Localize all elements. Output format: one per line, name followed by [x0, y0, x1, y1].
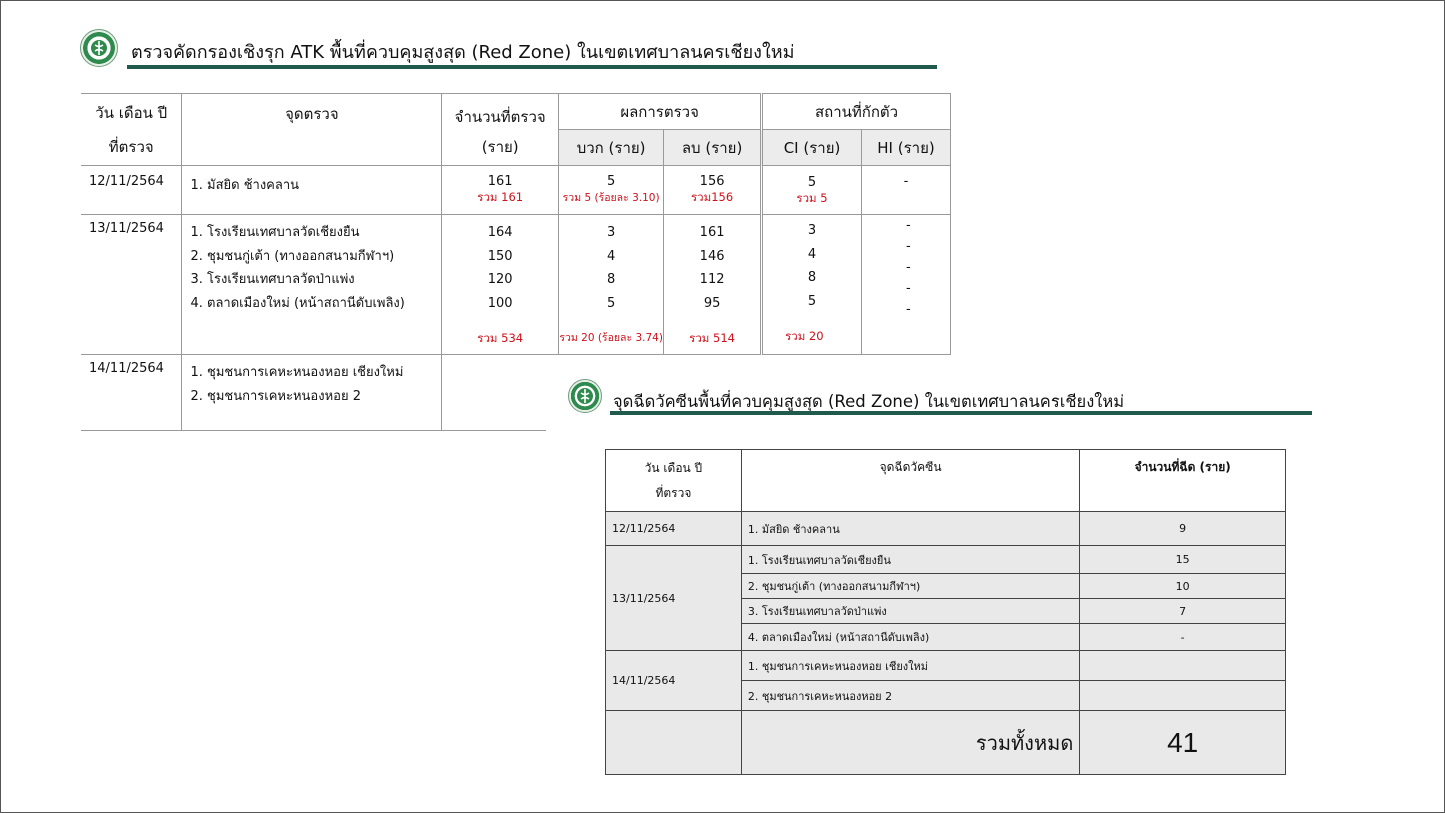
- v-row6-count: [1080, 651, 1286, 681]
- header-ci: CI (ราย): [762, 130, 862, 166]
- day1-counts: [442, 166, 559, 215]
- v-row6-place: 1. ชุมชนการเคหะหนองหอย เชียงใหม่: [741, 651, 1079, 681]
- day1-date: 12/11/2564: [81, 166, 182, 215]
- header-count-line1: จำนวนที่ตรวจ: [454, 108, 546, 126]
- section1-underline: [127, 65, 937, 69]
- day1-hi: [861, 166, 950, 215]
- hi-value: -: [905, 302, 911, 317]
- list-item: 2. ชุมชนการเคหะหนองหอย 2: [190, 388, 361, 404]
- day2-positives: [559, 215, 664, 355]
- day3-places: [182, 355, 442, 431]
- positive-total: รวม 20 (ร้อยละ 3.74): [559, 332, 663, 344]
- negative-value: 95: [703, 295, 721, 311]
- table-row: [606, 546, 1286, 574]
- negative-total: รวม156: [691, 190, 734, 204]
- day2-negatives: [664, 215, 762, 355]
- ci-value: 5: [807, 293, 817, 309]
- v-total-label: รวมทั้งหมด: [741, 711, 1079, 775]
- header-negative: ลบ (ราย): [664, 130, 762, 166]
- hi-value: -: [905, 281, 911, 296]
- list-item: 1. ชุมชนการเคหะหนองหอย เชียงใหม่: [190, 365, 404, 380]
- section2-underline: [610, 411, 1312, 415]
- section2-title: จุดฉีดวัคซีนพื้นที่ควบคุมสูงสุด (Red Zone) ในเขตเทศบาลนครเชียงใหม่: [613, 392, 1125, 411]
- list-item: 4. ตลาดเมืองใหม่ (หน้าสถานีดับเพลิง): [190, 295, 405, 311]
- v-row1-place: 1. มัสยิด ช้างคลาน: [741, 512, 1079, 546]
- v-row2-count: 15: [1080, 546, 1286, 574]
- header-date-line2: ที่ตรวจ: [108, 137, 154, 156]
- day1-positives: [559, 166, 664, 215]
- v-row4-count: 7: [1080, 599, 1286, 624]
- hi-value: -: [905, 239, 911, 254]
- v-row4-place: 3. โรงเรียนเทศบาลวัดป่าแพ่ง: [741, 599, 1079, 624]
- day3-empty-cell: [442, 355, 559, 431]
- v-header-count: จำนวนที่ฉีด (ราย): [1080, 450, 1286, 512]
- count-value: 100: [487, 295, 513, 311]
- list-item: 3. โรงเรียนเทศบาลวัดป่าแพ่ง: [190, 272, 355, 287]
- header-quarantine-text: สถานที่กักตัว: [814, 102, 899, 121]
- day1-negatives: [664, 166, 762, 215]
- v-row3-place: 2. ชุมชนกู่เต้า (ทางออกสนามกีฬาฯ): [741, 574, 1079, 599]
- header-count-line2: (ราย): [481, 138, 519, 156]
- table-row: [81, 166, 951, 215]
- list-item: 1. โรงเรียนเทศบาลวัดเชียงยืน: [190, 225, 360, 240]
- count-total: รวม 161: [477, 190, 524, 204]
- header-result-text: ผลการตรวจ: [620, 102, 699, 121]
- v-header-date-line2: ที่ตรวจ: [655, 486, 692, 500]
- count-value: 164: [487, 225, 513, 240]
- day2-date: 13/11/2564: [81, 215, 182, 355]
- negative-value: 146: [699, 248, 725, 264]
- ci-value: 4: [807, 246, 817, 262]
- header-date-line1: วัน เดือน ปี: [95, 103, 168, 122]
- vaccination-table: [605, 449, 1286, 775]
- list-item: 1. มัสยิด ช้างคลาน: [190, 178, 300, 193]
- header-positive: บวก (ราย): [559, 130, 664, 166]
- negative-total: รวม 514: [689, 331, 735, 345]
- v-row2-place: 1. โรงเรียนเทศบาลวัดเชียงยืน: [741, 546, 1079, 574]
- v-total-empty: [606, 711, 742, 775]
- positive-total: รวม 5 (ร้อยละ 3.10): [562, 192, 660, 204]
- v-header-date: [606, 450, 742, 512]
- v-row2-date: 13/11/2564: [606, 546, 742, 651]
- positive-value: 8: [606, 272, 616, 287]
- list-item: 2. ชุมชนกู่เต้า (ทางออกสนามกีฬาฯ): [190, 248, 395, 264]
- count-value: 120: [487, 272, 513, 287]
- header-date: [81, 94, 182, 166]
- day2-ci: [762, 215, 862, 355]
- header-location-text: จุดตรวจ: [285, 105, 339, 123]
- ci-total: รวม 5: [796, 191, 828, 205]
- v-total-value: 41: [1080, 711, 1286, 775]
- table-row: [606, 651, 1286, 681]
- v-row3-count: 10: [1080, 574, 1286, 599]
- v-row1-count: 9: [1080, 512, 1286, 546]
- ci-value: 8: [807, 270, 817, 285]
- day1-ci: [762, 166, 862, 215]
- ministry-logo-icon: [80, 29, 118, 67]
- v-row5-place: 4. ตลาดเมืองใหม่ (หน้าสถานีดับเพลิง): [741, 624, 1079, 651]
- hi-value: -: [905, 218, 911, 233]
- positive-value: 3: [606, 225, 616, 240]
- hi-value: -: [903, 174, 909, 189]
- count-value: 161: [487, 174, 513, 189]
- v-header-date-line1: วัน เดือน ปี: [644, 461, 703, 475]
- ministry-logo-icon-2: [568, 379, 602, 413]
- v-row7-place: 2. ชุมชนการเคหะหนองหอย 2: [741, 681, 1079, 711]
- ci-value: 5: [807, 175, 817, 190]
- positive-value: 5: [606, 174, 616, 189]
- v-row7-count: [1080, 681, 1286, 711]
- table-row: [606, 512, 1286, 546]
- day3-date: 14/11/2564: [81, 355, 182, 431]
- ci-total: รวม 20: [785, 329, 824, 343]
- negative-value: 161: [699, 225, 725, 240]
- ci-value: 3: [807, 223, 817, 238]
- day2-places: [182, 215, 442, 355]
- hi-value: -: [905, 260, 911, 275]
- positive-value: 4: [606, 248, 616, 264]
- count-value: 150: [487, 248, 513, 264]
- day2-hi: [861, 215, 950, 355]
- negative-value: 112: [699, 272, 725, 287]
- header-count: [442, 94, 559, 166]
- v-row1-date: 12/11/2564: [606, 512, 742, 546]
- total-row: [606, 711, 1286, 775]
- positive-value: 5: [606, 295, 616, 311]
- day2-counts: [442, 215, 559, 355]
- count-total: รวม 534: [477, 331, 524, 345]
- table-row: [81, 215, 951, 355]
- header-result: [559, 94, 762, 130]
- v-row6-date: 14/11/2564: [606, 651, 742, 711]
- header-location: [182, 94, 442, 166]
- header-hi: HI (ราย): [861, 130, 950, 166]
- header-quarantine: [762, 94, 951, 130]
- v-row5-count: -: [1080, 624, 1286, 651]
- day1-places: [182, 166, 442, 215]
- v-header-location: จุดฉีดวัคซีน: [741, 450, 1079, 512]
- section1-title: ตรวจคัดกรองเชิงรุก ATK พื้นที่ควบคุมสูงสุด (Red Zone) ในเขตเทศบาลนครเชียงใหม่: [131, 42, 795, 63]
- negative-value: 156: [699, 174, 725, 189]
